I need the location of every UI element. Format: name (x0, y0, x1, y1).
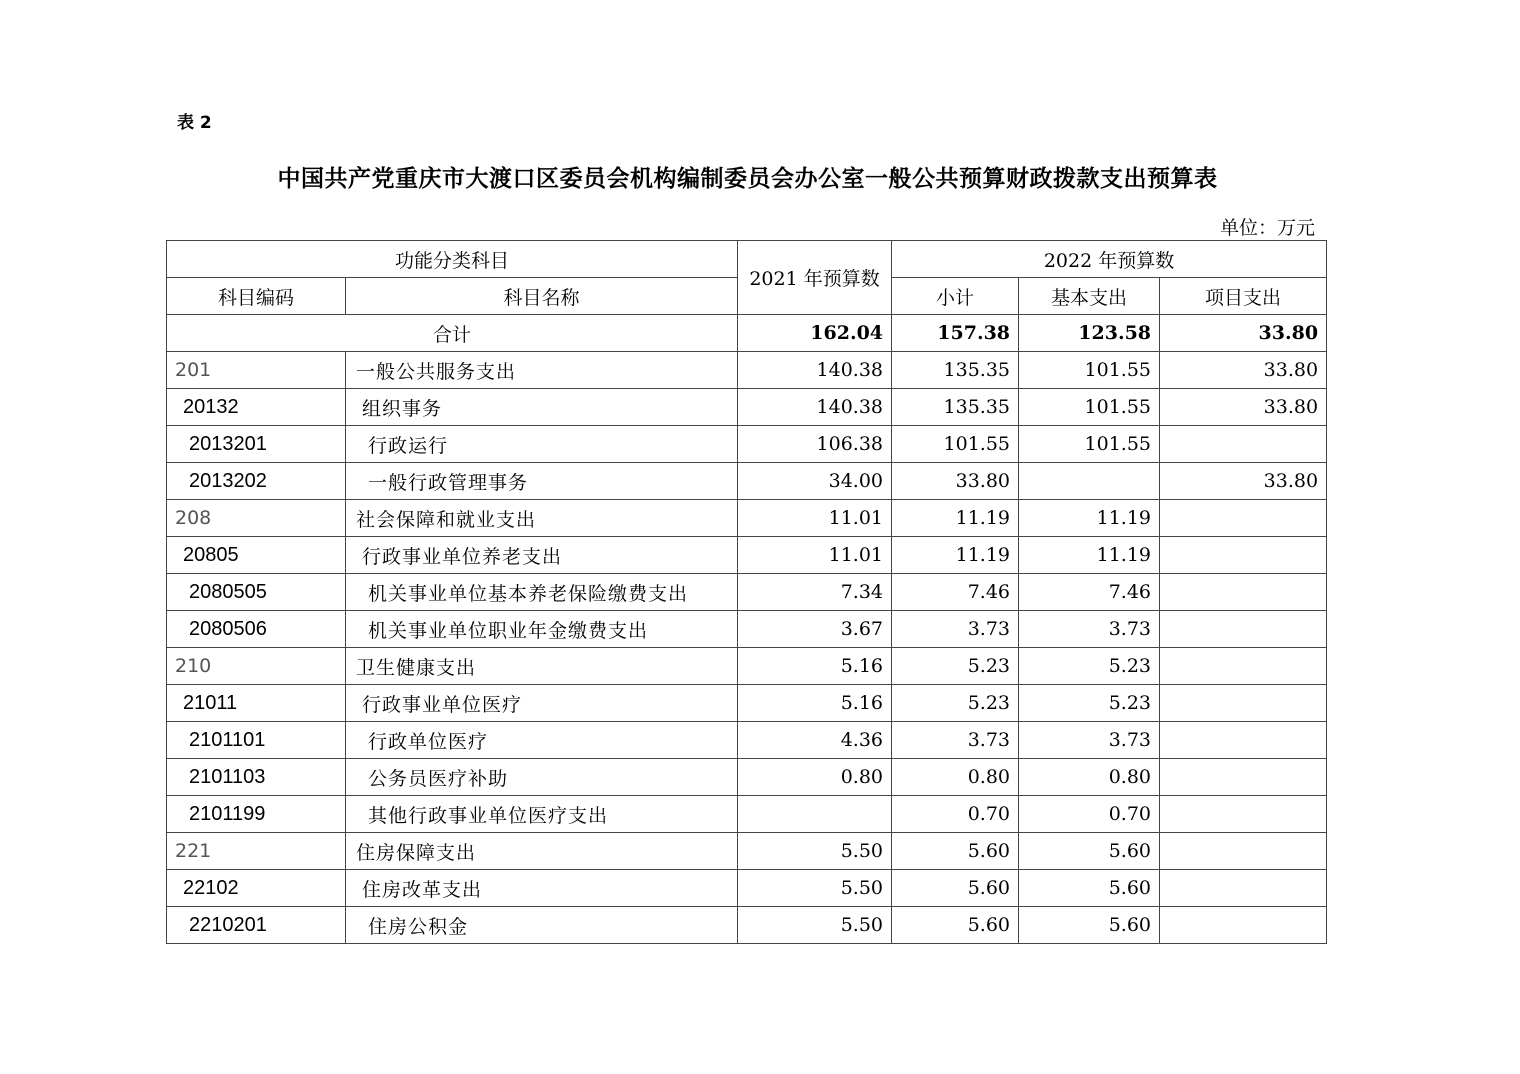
row-subtotal: 33.80 (892, 463, 1019, 500)
total-subtotal: 157.38 (892, 315, 1019, 352)
row-code: 20805 (167, 537, 346, 574)
header-functional-category: 功能分类科目 (167, 241, 738, 278)
table-row (167, 500, 1327, 537)
row-name: 住房保障支出 (346, 833, 738, 870)
row-project (1160, 611, 1327, 648)
row-subtotal: 5.60 (892, 907, 1019, 944)
row-subtotal: 135.35 (892, 352, 1019, 389)
row-code: 2013202 (167, 463, 346, 500)
row-subtotal: 5.60 (892, 870, 1019, 907)
row-name: 行政事业单位养老支出 (346, 537, 738, 574)
row-basic: 101.55 (1019, 389, 1160, 426)
row-basic (1019, 463, 1160, 500)
row-budget-2021: 5.16 (738, 648, 892, 685)
row-subtotal: 7.46 (892, 574, 1019, 611)
row-subtotal: 11.19 (892, 537, 1019, 574)
row-basic: 3.73 (1019, 722, 1160, 759)
row-subtotal: 3.73 (892, 611, 1019, 648)
row-basic: 11.19 (1019, 500, 1160, 537)
row-basic: 5.60 (1019, 833, 1160, 870)
row-basic: 5.23 (1019, 648, 1160, 685)
row-budget-2021: 7.34 (738, 574, 892, 611)
table-row (167, 833, 1327, 870)
row-project: 33.80 (1160, 463, 1327, 500)
header-row-1 (167, 241, 1327, 278)
unit-label: 单位：万元 (1219, 217, 1315, 239)
table-row (167, 648, 1327, 685)
table-row (167, 907, 1327, 944)
row-budget-2021: 5.50 (738, 870, 892, 907)
row-code: 221 (167, 833, 346, 870)
row-code: 2101101 (167, 722, 346, 759)
row-budget-2021: 140.38 (738, 352, 892, 389)
row-name: 行政事业单位医疗 (346, 685, 738, 722)
row-code: 208 (167, 500, 346, 537)
row-code: 2210201 (167, 907, 346, 944)
header-budget-2022: 2022 年预算数 (892, 241, 1327, 278)
row-name: 机关事业单位职业年金缴费支出 (346, 611, 738, 648)
row-name: 机关事业单位基本养老保险缴费支出 (346, 574, 738, 611)
row-code: 22102 (167, 870, 346, 907)
row-code: 2101103 (167, 759, 346, 796)
row-subtotal: 135.35 (892, 389, 1019, 426)
row-basic: 5.60 (1019, 870, 1160, 907)
row-project (1160, 870, 1327, 907)
row-project (1160, 796, 1327, 833)
row-basic: 0.80 (1019, 759, 1160, 796)
row-subtotal: 101.55 (892, 426, 1019, 463)
total-basic: 123.58 (1019, 315, 1160, 352)
total-label: 合计 (167, 315, 738, 352)
row-name: 住房公积金 (346, 907, 738, 944)
table-row (167, 463, 1327, 500)
table-row (167, 352, 1327, 389)
document-title: 中国共产党重庆市大渡口区委员会机构编制委员会办公室一般公共预算财政拨款支出预算表 (277, 166, 1218, 192)
row-budget-2021: 5.50 (738, 833, 892, 870)
row-project (1160, 426, 1327, 463)
row-code: 20132 (167, 389, 346, 426)
row-budget-2021: 11.01 (738, 500, 892, 537)
table-row (167, 426, 1327, 463)
row-basic: 5.60 (1019, 907, 1160, 944)
header-project: 项目支出 (1160, 278, 1327, 315)
table-row (167, 796, 1327, 833)
row-project: 33.80 (1160, 389, 1327, 426)
header-code: 科目编码 (167, 278, 346, 315)
row-project (1160, 759, 1327, 796)
table-row (167, 574, 1327, 611)
row-name: 一般行政管理事务 (346, 463, 738, 500)
table-row (167, 611, 1327, 648)
header-budget-2021: 2021 年预算数 (738, 241, 892, 315)
row-basic: 5.23 (1019, 685, 1160, 722)
row-budget-2021: 0.80 (738, 759, 892, 796)
row-subtotal: 3.73 (892, 722, 1019, 759)
row-subtotal: 11.19 (892, 500, 1019, 537)
row-name: 社会保障和就业支出 (346, 500, 738, 537)
row-budget-2021: 140.38 (738, 389, 892, 426)
row-name: 公务员医疗补助 (346, 759, 738, 796)
row-basic: 11.19 (1019, 537, 1160, 574)
row-name: 组织事务 (346, 389, 738, 426)
row-budget-2021 (738, 796, 892, 833)
row-name: 行政运行 (346, 426, 738, 463)
row-code: 210 (167, 648, 346, 685)
row-budget-2021: 5.50 (738, 907, 892, 944)
row-project (1160, 574, 1327, 611)
row-budget-2021: 3.67 (738, 611, 892, 648)
row-project: 33.80 (1160, 352, 1327, 389)
total-row (167, 315, 1327, 352)
table-row (167, 870, 1327, 907)
total-2021: 162.04 (738, 315, 892, 352)
row-basic: 7.46 (1019, 574, 1160, 611)
row-code: 2101199 (167, 796, 346, 833)
row-basic: 101.55 (1019, 352, 1160, 389)
row-project (1160, 833, 1327, 870)
row-budget-2021: 5.16 (738, 685, 892, 722)
table-row (167, 537, 1327, 574)
row-project (1160, 537, 1327, 574)
row-name: 其他行政事业单位医疗支出 (346, 796, 738, 833)
row-basic: 0.70 (1019, 796, 1160, 833)
table-row (167, 389, 1327, 426)
table-row (167, 685, 1327, 722)
row-project (1160, 722, 1327, 759)
row-budget-2021: 34.00 (738, 463, 892, 500)
row-name: 行政单位医疗 (346, 722, 738, 759)
row-code: 2013201 (167, 426, 346, 463)
row-code: 21011 (167, 685, 346, 722)
row-name: 住房改革支出 (346, 870, 738, 907)
row-budget-2021: 106.38 (738, 426, 892, 463)
row-code: 2080505 (167, 574, 346, 611)
total-project: 33.80 (1160, 315, 1327, 352)
header-name: 科目名称 (346, 278, 738, 315)
budget-table (166, 240, 1327, 944)
row-subtotal: 0.80 (892, 759, 1019, 796)
row-basic: 101.55 (1019, 426, 1160, 463)
row-budget-2021: 4.36 (738, 722, 892, 759)
header-subtotal: 小计 (892, 278, 1019, 315)
header-basic: 基本支出 (1019, 278, 1160, 315)
row-project (1160, 500, 1327, 537)
row-project (1160, 685, 1327, 722)
row-subtotal: 5.23 (892, 648, 1019, 685)
row-code: 201 (167, 352, 346, 389)
row-name: 一般公共服务支出 (346, 352, 738, 389)
row-code: 2080506 (167, 611, 346, 648)
row-project (1160, 648, 1327, 685)
table-row (167, 759, 1327, 796)
table-number-label: 表 2 (177, 113, 212, 133)
row-budget-2021: 11.01 (738, 537, 892, 574)
row-subtotal: 5.60 (892, 833, 1019, 870)
row-name: 卫生健康支出 (346, 648, 738, 685)
row-subtotal: 0.70 (892, 796, 1019, 833)
table-row (167, 722, 1327, 759)
row-basic: 3.73 (1019, 611, 1160, 648)
row-subtotal: 5.23 (892, 685, 1019, 722)
row-project (1160, 907, 1327, 944)
